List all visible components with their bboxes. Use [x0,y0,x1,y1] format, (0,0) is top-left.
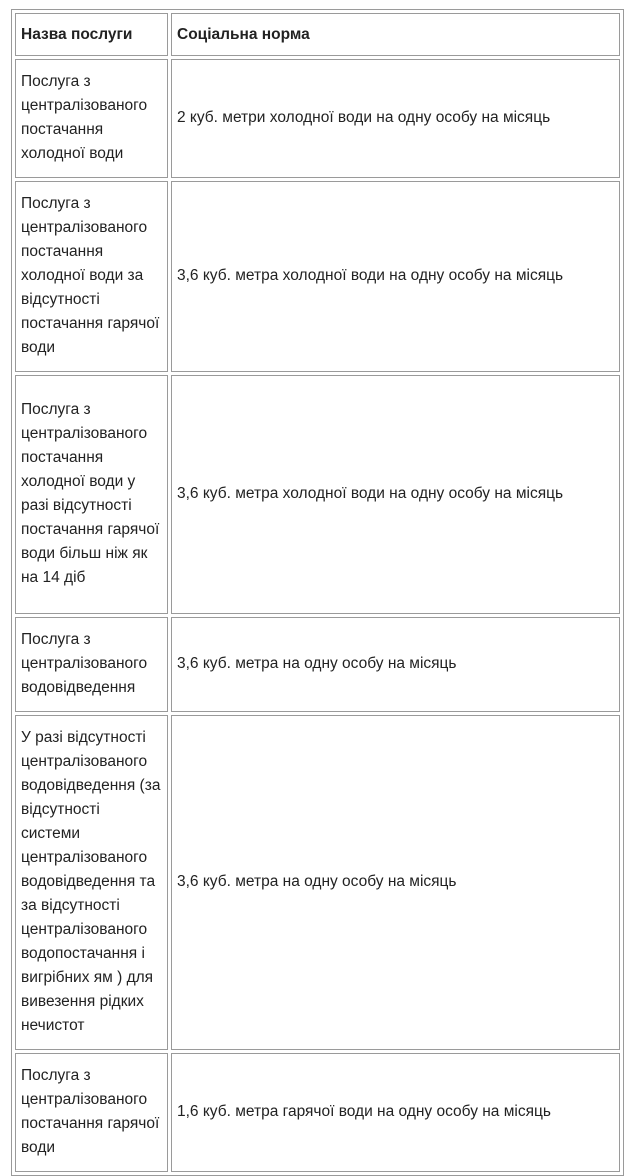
table-row [15,617,620,712]
social-norm-cell: 1,6 куб. метра гарячої води на одну особу на місяць [171,1053,620,1172]
service-name-cell: Послуга з централізованого постачання холодної води за відсутності постачання гарячої води [15,181,168,372]
table-row [15,181,620,372]
table-row [15,715,620,1050]
service-name-cell: Послуга з централізованого постачання гарячої води [15,1053,168,1172]
social-norm-cell: 3,6 куб. метра холодної води на одну особу на місяць [171,181,620,372]
service-name-cell: Послуга з централізованого постачання холодної води [15,59,168,178]
social-norm-cell: 2 куб. метри холодної води на одну особу на місяць [171,59,620,178]
social-norm-cell: 3,6 куб. метра холодної води на одну особу на місяць [171,375,620,614]
header-service-name: Назва послуги [15,13,168,56]
header-social-norm: Соціальна норма [171,13,620,56]
table-row [15,1053,620,1172]
service-name-cell: У разі відсутності централізованого водовідведення (за відсутності системи централізованого водовідведення та за відсутності централізованого водопостачання і вигрібних ям ) для вивезення рідких нечистот [15,715,168,1050]
table-row [15,375,620,614]
social-norm-cell: 3,6 куб. метра на одну особу на місяць [171,715,620,1050]
service-name-cell: Послуга з централізованого постачання холодної води у разі відсутності постачання гарячої води більш ніж як на 14 діб [15,375,168,614]
social-norm-cell: 3,6 куб. метра на одну особу на місяць [171,617,620,712]
social-norms-table [11,9,624,1176]
service-name-cell: Послуга з централізованого водовідведення [15,617,168,712]
social-norms-table-wrapper [11,9,624,1176]
table-row [15,59,620,178]
table-header-row [15,13,620,56]
